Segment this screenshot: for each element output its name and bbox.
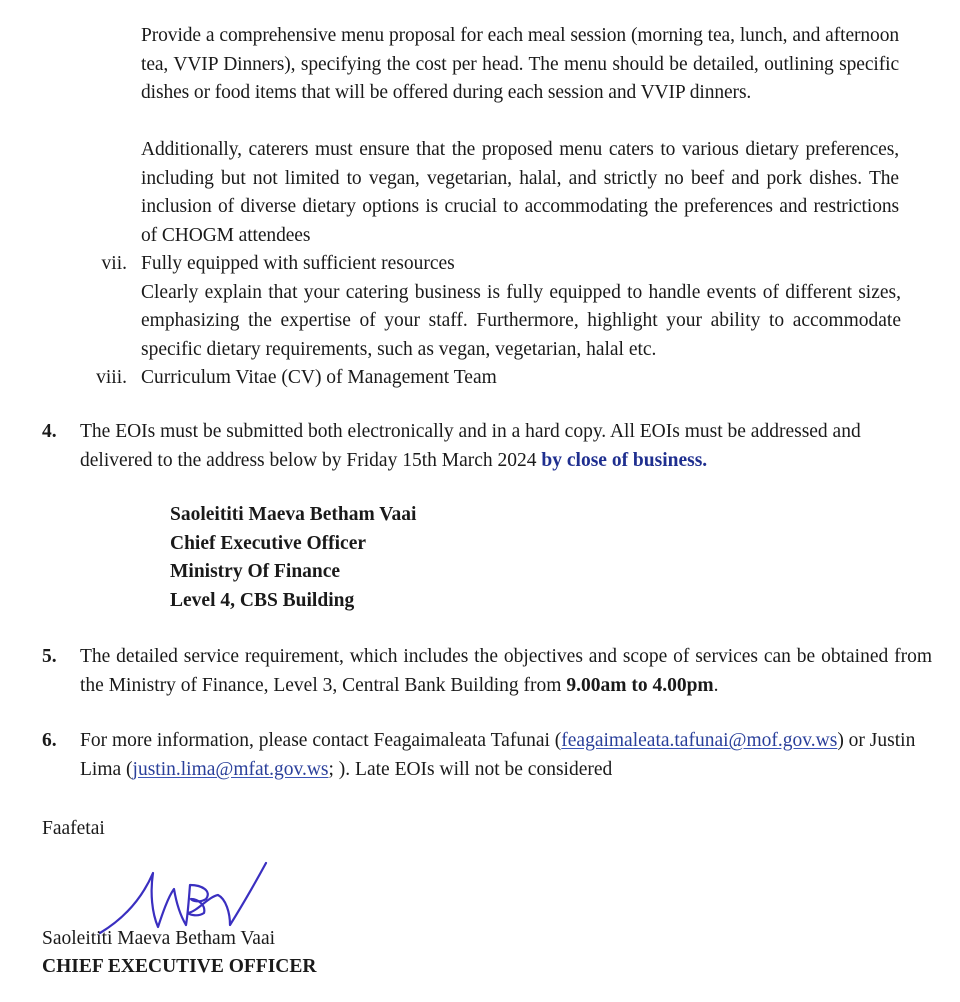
address-ministry: Ministry Of Finance [170,561,341,582]
item-number: 4. [42,421,57,442]
item-text [80,643,932,700]
dietary-preferences-paragraph: Additionally, caterers must ensure that the proposed menu caters to various dietary preferences, including but not limited to vegan, vegetarian, halal, and strictly no beef and pork dishes. The inclusion of diverse dietary options is crucial to accommodating the preferences and restrictions of CHOGM attendees [141,139,899,246]
address-building: Level 4, CBS Building [170,589,355,611]
list-item-heading: Curriculum Vitae (CV) of Management Team [141,367,497,388]
email-link-justin[interactable]: justin.lima@mfat.gov.ws [132,758,329,780]
address-block [170,501,416,615]
submission-instructions: The EOIs must be submitted both electronically and in a hard copy. All EOIs must be addressed and delivered to the address below by Friday 15th March 2024 [80,421,861,471]
item-number: 6. [42,730,57,751]
deadline-emphasis: by close of business. [541,449,708,471]
address-title: Chief Executive Officer [170,532,367,554]
signatory-name: Saoleititi Maeva Betham Vaai [42,928,276,949]
numbered-item-4 [42,418,932,478]
signatory-title: CHIEF EXECUTIVE OFFICER [42,956,317,977]
numbered-item-6 [42,727,932,787]
item-text [80,727,932,784]
numbered-item-5 [42,643,932,703]
office-hours-emphasis: 9.00am to 4.00pm [566,674,714,696]
list-item-content [141,364,941,393]
list-numeral: vii. [101,253,127,274]
list-item-content [141,250,941,364]
address-name: Saoleititi Maeva Betham Vaai [170,504,417,525]
menu-proposal-paragraph: Provide a comprehensive menu proposal for each meal session (morning tea, lunch, and afternoon tea, VVIP Dinners), specifying the cost per head. The menu should be detailed, outlining specific dishes or food items that will be offered during each session and VVIP dinners. [141,25,899,103]
list-item-viii [80,364,940,394]
contact-text-3: ; ). Late EOIs will not be considered [328,758,613,780]
email-link-feagaimaleata[interactable]: feagaimaleata.tafunai@mof.gov.ws [561,730,838,751]
handwritten-signature-icon [90,855,280,935]
service-requirement-text: The detailed service requirement, which includes the objectives and scope of services can be obtained from the Ministry of Finance, Level 3, Central Bank Building from [80,646,932,696]
item-number: 5. [42,646,57,667]
list-numeral: viii. [96,367,127,388]
contact-text-2: ) or Justin Lima ( [80,730,916,780]
item-text [80,418,932,475]
contact-text-1: For more information, please contact Feagaimaleata Tafunai ( [80,730,562,751]
list-item-vii [80,250,940,364]
list-item-body: Clearly explain that your catering business is fully equipped to handle events of different sizes, emphasizing the expertise of your staff. Furthermore, highlight your ability to accommodate specific dietary requirements, such as vegan, vegetarian, halal etc. [141,281,901,360]
trailing-period: . [713,674,719,696]
list-item-heading: Fully equipped with sufficient resources [141,253,455,274]
closing-salutation: Faafetai [42,818,105,839]
